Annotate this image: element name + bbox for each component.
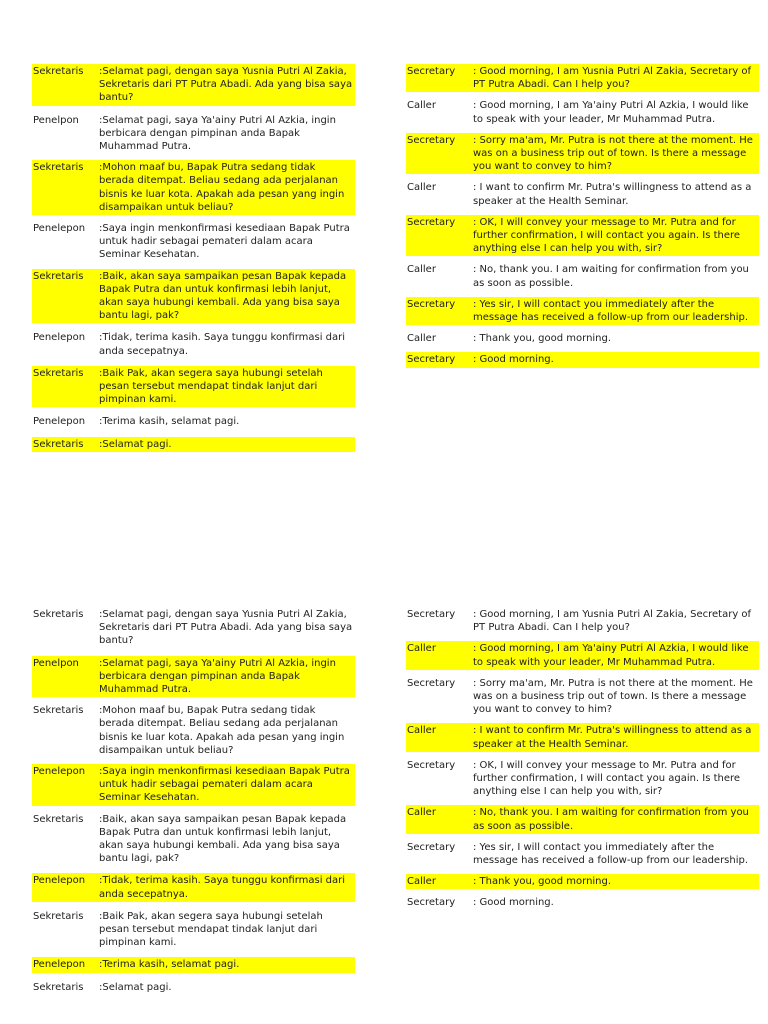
speaker-label: Caller xyxy=(407,643,436,655)
dialogue-line xyxy=(32,366,355,408)
dialogue-line xyxy=(406,874,759,889)
dialogue-line xyxy=(406,805,759,833)
dialogue-line xyxy=(406,180,759,208)
dialogue-line xyxy=(406,98,759,126)
line-text: :Saya ingin menkonfirmasi kesediaan Bapak Putra untuk hadir sebagai pemateri dalam acara Seminar Kesehatan. xyxy=(99,223,350,261)
dialogue-line xyxy=(406,352,759,367)
speaker-label: Caller xyxy=(407,333,436,345)
speaker-label: Sekretaris xyxy=(33,981,84,993)
dialogue-line xyxy=(32,957,355,972)
line-text: : No, thank you. I am waiting for confirmation from you as soon as possible. xyxy=(473,264,749,289)
line-text: : I want to confirm Mr. Putra's willingness to attend as a speaker at the Health Seminar. xyxy=(473,725,752,750)
line-text: :Mohon maaf bu, Bapak Putra sedang tidak berada ditempat. Beliau sedang ada perjalanan bisnis ke luar kota. Apakah ada pesan yang ingin disampaikan untuk beliau? xyxy=(99,162,345,213)
speaker-label: Sekretaris xyxy=(33,367,84,379)
line-text: :Mohon maaf bu, Bapak Putra sedang tidak berada ditempat. Beliau sedang ada perjalanan bisnis ke luar kota. Apakah ada pesan yang ingin disampaikan untuk beliau? xyxy=(99,705,345,756)
dialogue-line xyxy=(32,703,355,758)
speaker-label: Sekretaris xyxy=(33,162,84,174)
line-text: :Selamat pagi, dengan saya Yusnia Putri Al Zakia, Sekretaris dari PT Putra Abadi. Ada yang bisa saya bantu? xyxy=(99,66,353,104)
dialogue-line xyxy=(32,656,355,698)
speaker-label: Penelepon xyxy=(33,332,86,344)
dialogue-line xyxy=(406,758,759,800)
line-text: :Selamat pagi, saya Ya'ainy Putri Al Azkia, ingin berbicara dengan pimpinan anda Bapak Muhammad Putra. xyxy=(99,657,336,696)
dialogue-line xyxy=(32,160,355,215)
speaker-label: Sekretaris xyxy=(33,270,84,282)
line-text: : Sorry ma'am, Mr. Putra is not there at the moment. He was on a business trip out of town. Is there a message you want to convey to him? xyxy=(473,677,753,716)
line-text: :Selamat pagi. xyxy=(99,438,172,450)
dialogue-line xyxy=(406,723,759,751)
speaker-label: Secretary xyxy=(407,609,456,620)
line-text: : OK, I will convey your message to Mr. Putra and for further confirmation, I will contact you again. Is there anything else I can help you with, sir? xyxy=(473,759,741,798)
dialogue-line xyxy=(32,873,355,901)
line-text: : Good morning. xyxy=(473,897,554,909)
dialogue-line xyxy=(32,812,355,867)
dialogue-id-secretary-highlight xyxy=(32,64,355,452)
speaker-label: Sekretaris xyxy=(33,910,84,922)
speaker-label: Penelepon xyxy=(33,416,86,428)
speaker-label: Sekretaris xyxy=(33,438,84,450)
line-text: :Selamat pagi, dengan saya Yusnia Putri Al Zakia, Sekretaris dari PT Putra Abadi. Ada yang bisa saya bantu? xyxy=(99,609,353,647)
line-text: :Baik Pak, akan segera saya hubungi setelah pesan tersebut mendapat tindak lanjut dari pimpinan kami. xyxy=(99,367,323,406)
speaker-label: Penelepon xyxy=(33,959,86,971)
speaker-label: Penelpon xyxy=(33,657,79,669)
speaker-label: Caller xyxy=(407,182,436,194)
speaker-label: Caller xyxy=(407,807,436,819)
speaker-label: Sekretaris xyxy=(33,66,84,77)
dialogue-line xyxy=(406,133,759,175)
line-text: :Terima kasih, selamat pagi. xyxy=(99,959,240,971)
speaker-label: Secretary xyxy=(407,354,456,366)
line-text: : Yes sir, I will contact you immediately after the message has received a follow-up from our leadership. xyxy=(473,298,749,324)
line-text: :Saya ingin menkonfirmasi kesediaan Bapak Putra untuk hadir sebagai pemateri dalam acara Seminar Kesehatan. xyxy=(99,766,350,804)
speaker-label: Secretary xyxy=(407,841,456,853)
dialogue-id-caller-highlight xyxy=(32,607,355,995)
dialogue-line xyxy=(406,641,759,669)
speaker-label: Secretary xyxy=(407,897,456,909)
dialogue-line xyxy=(32,980,355,995)
dialogue-en-caller-highlight xyxy=(406,607,759,911)
dialogue-line xyxy=(32,64,355,106)
speaker-label: Caller xyxy=(407,876,436,888)
dialogue-line xyxy=(32,414,355,429)
speaker-label: Penelepon xyxy=(33,223,86,235)
dialogue-line xyxy=(32,607,355,649)
line-text: : Good morning, I am Yusnia Putri Al Zakia, Secretary of PT Putra Abadi. Can I help you? xyxy=(473,609,752,634)
dialogue-line xyxy=(32,909,355,951)
line-text: : Good morning, I am Ya'ainy Putri Al Azkia, I would like to speak with your leader, Mr Muhammad Putra. xyxy=(473,100,749,125)
dialogue-line xyxy=(32,269,355,324)
line-text: :Baik, akan saya sampaikan pesan Bapak kepada Bapak Putra dan untuk konfirmasi lebih lanjut, akan saya hubungi kembali. Ada yang bisa saya bantu lagi, pak? xyxy=(99,270,347,322)
speaker-label: Secretary xyxy=(407,66,456,77)
line-text: : Thank you, good morning. xyxy=(473,876,612,888)
line-text: :Terima kasih, selamat pagi. xyxy=(99,416,240,428)
dialogue-line xyxy=(32,764,355,806)
dialogue-line xyxy=(406,215,759,257)
line-text: : Good morning. xyxy=(473,354,554,366)
line-text: : Sorry ma'am, Mr. Putra is not there at the moment. He was on a business trip out of town. Is there a message you want to convey to him? xyxy=(473,134,753,173)
speaker-label: Penelepon xyxy=(33,875,86,887)
dialogue-line xyxy=(406,840,759,868)
speaker-label: Caller xyxy=(407,100,436,112)
line-text: : I want to confirm Mr. Putra's willingness to attend as a speaker at the Health Seminar. xyxy=(473,182,752,207)
dialogue-line xyxy=(32,437,355,452)
speaker-label: Sekretaris xyxy=(33,609,84,620)
speaker-label: Sekretaris xyxy=(33,705,84,717)
line-text: : Good morning, I am Ya'ainy Putri Al Azkia, I would like to speak with your leader, Mr Muhammad Putra. xyxy=(473,643,749,668)
line-text: : Good morning, I am Yusnia Putri Al Zakia, Secretary of PT Putra Abadi. Can I help you? xyxy=(473,66,752,91)
dialogue-line xyxy=(406,607,759,635)
line-text: :Baik Pak, akan segera saya hubungi setelah pesan tersebut mendapat tindak lanjut dari pimpinan kami. xyxy=(99,910,323,949)
speaker-label: Secretary xyxy=(407,134,456,146)
dialogue-line xyxy=(32,113,355,155)
dialogue-line xyxy=(406,297,759,325)
dialogue-line xyxy=(406,262,759,290)
line-text: : OK, I will convey your message to Mr. Putra and for further confirmation, I will contact you again. Is there anything else I can help you with, sir? xyxy=(473,216,741,255)
line-text: : Yes sir, I will contact you immediately after the message has received a follow-up from our leadership. xyxy=(473,841,749,867)
line-text: :Tidak, terima kasih. Saya tunggu konfirmasi dari anda secepatnya. xyxy=(99,875,346,900)
speaker-label: Secretary xyxy=(407,298,456,310)
dialogue-line xyxy=(406,676,759,718)
speaker-label: Penelpon xyxy=(33,114,79,126)
dialogue-line xyxy=(406,895,759,910)
line-text: : Thank you, good morning. xyxy=(473,333,612,345)
speaker-label: Sekretaris xyxy=(33,813,84,825)
speaker-label: Secretary xyxy=(407,677,456,689)
speaker-label: Caller xyxy=(407,264,436,276)
dialogue-line xyxy=(406,64,759,92)
dialogue-line xyxy=(32,221,355,263)
dialogue-line xyxy=(32,330,355,358)
speaker-label: Caller xyxy=(407,725,436,737)
line-text: : No, thank you. I am waiting for confirmation from you as soon as possible. xyxy=(473,807,749,832)
speaker-label: Penelepon xyxy=(33,766,86,778)
line-text: :Tidak, terima kasih. Saya tunggu konfirmasi dari anda secepatnya. xyxy=(99,332,346,357)
line-text: :Selamat pagi, saya Ya'ainy Putri Al Azkia, ingin berbicara dengan pimpinan anda Bapak Muhammad Putra. xyxy=(99,114,336,153)
line-text: :Selamat pagi. xyxy=(99,981,172,993)
speaker-label: Secretary xyxy=(407,216,456,228)
dialogue-line xyxy=(406,331,759,346)
line-text: :Baik, akan saya sampaikan pesan Bapak kepada Bapak Putra dan untuk konfirmasi lebih lanjut, akan saya hubungi kembali. Ada yang bisa saya bantu lagi, pak? xyxy=(99,813,347,865)
speaker-label: Secretary xyxy=(407,759,456,771)
dialogue-en-secretary-highlight xyxy=(406,64,759,368)
